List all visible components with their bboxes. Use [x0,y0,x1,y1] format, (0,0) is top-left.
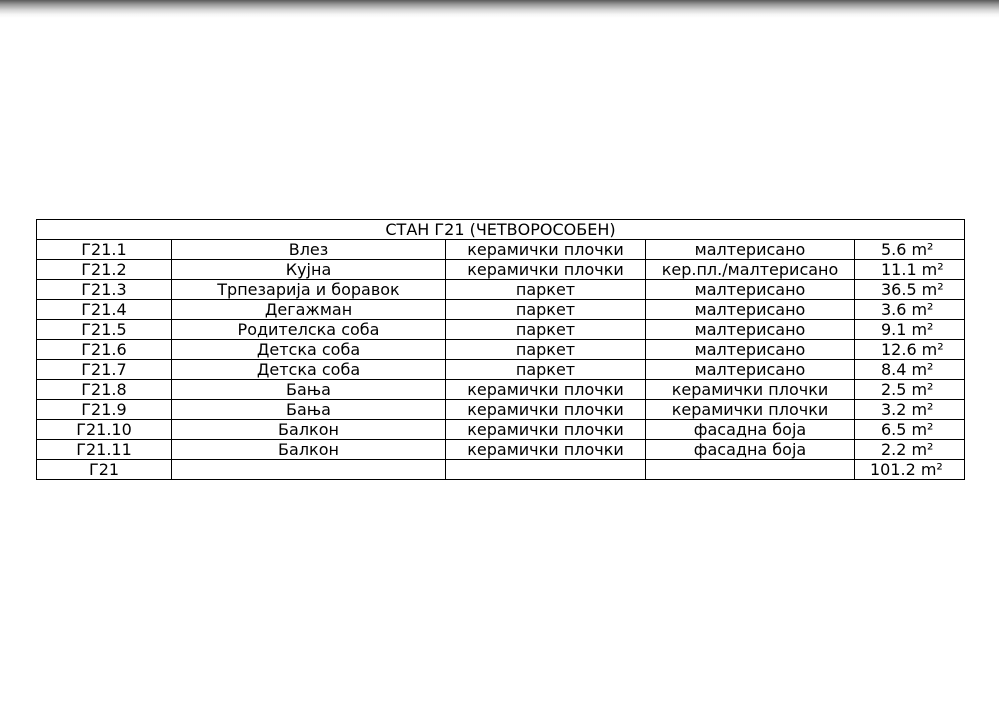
area-unit: m² [911,440,934,459]
area-cell [855,360,965,380]
table-row [37,260,965,280]
wall-finish-cell: малтерисано [646,280,855,300]
floor-finish-cell: паркет [446,340,646,360]
top-edge-shadow [0,0,999,18]
area-value: 2.2 [881,440,907,459]
table-row [37,440,965,460]
area-cell [855,300,965,320]
wall-finish-cell: малтерисано [646,360,855,380]
room-id-cell: Г21.4 [37,300,172,320]
floor-finish-cell: керамички плочки [446,400,646,420]
room-name-cell: Бања [172,400,446,420]
room-id-cell: Г21.9 [37,400,172,420]
area-value: 36.5 [881,280,917,299]
wall-finish-cell: малтерисано [646,300,855,320]
area-unit: m² [911,400,934,419]
room-name-cell: Влез [172,240,446,260]
wall-finish-cell: фасадна боја [646,420,855,440]
floor-finish-cell: керамички плочки [446,260,646,280]
table-title-row [37,220,965,240]
room-id-cell: Г21.1 [37,240,172,260]
wall-finish-cell: малтерисано [646,240,855,260]
area-value: 2.5 [881,380,907,399]
area-value: 8.4 [881,360,907,379]
floor-finish-cell: керамички плочки [446,240,646,260]
room-id-cell: Г21 [37,460,172,480]
room-id-cell: Г21.6 [37,340,172,360]
room-name-cell: Бања [172,380,446,400]
floor-finish-cell: паркет [446,320,646,340]
area-unit: m² [911,380,934,399]
room-name-cell: Балкон [172,440,446,460]
area-cell [855,280,965,300]
wall-finish-cell: керамички плочки [646,380,855,400]
area-cell [855,420,965,440]
table-row [37,420,965,440]
floor-finish-cell: керамички плочки [446,380,646,400]
area-unit: m² [920,460,943,479]
area-unit: m² [911,240,934,259]
table-row [37,280,965,300]
room-name-cell: Балкон [172,420,446,440]
area-cell [855,340,965,360]
table-body [37,220,965,480]
table-title: СТАН Г21 (ЧЕТВОРОСОБЕН) [37,220,965,240]
floor-finish-cell [446,460,646,480]
floor-finish-cell: керамички плочки [446,420,646,440]
wall-finish-cell: кер.пл./малтерисано [646,260,855,280]
area-cell [855,460,965,480]
wall-finish-cell [646,460,855,480]
room-name-cell: Детска соба [172,340,446,360]
area-cell [855,260,965,280]
area-unit: m² [921,340,944,359]
area-cell [855,380,965,400]
table-row [37,400,965,420]
floor-finish-cell: паркет [446,300,646,320]
room-id-cell: Г21.11 [37,440,172,460]
area-value: 5.6 [881,240,907,259]
area-value: 6.5 [881,420,907,439]
room-id-cell: Г21.7 [37,360,172,380]
table-row [37,320,965,340]
area-cell [855,240,965,260]
room-name-cell: Кујна [172,260,446,280]
floor-finish-cell: керамички плочки [446,440,646,460]
room-name-cell: Родителска соба [172,320,446,340]
wall-finish-cell: керамички плочки [646,400,855,420]
table-row [37,340,965,360]
table-row [37,360,965,380]
room-name-cell: Трпезарија и боравок [172,280,446,300]
room-id-cell: Г21.2 [37,260,172,280]
floor-finish-cell: паркет [446,280,646,300]
area-cell [855,440,965,460]
area-value: 11.1 [881,260,917,279]
room-id-cell: Г21.3 [37,280,172,300]
wall-finish-cell: фасадна боја [646,440,855,460]
area-cell [855,400,965,420]
room-name-cell [172,460,446,480]
area-value: 9.1 [881,320,907,339]
area-unit: m² [921,260,944,279]
room-name-cell: Детска соба [172,360,446,380]
wall-finish-cell: малтерисано [646,340,855,360]
wall-finish-cell: малтерисано [646,320,855,340]
table-total-row [37,460,965,480]
table-row [37,300,965,320]
area-cell [855,320,965,340]
area-value: 12.6 [881,340,917,359]
table-row [37,380,965,400]
area-unit: m² [921,280,944,299]
area-value: 3.6 [881,300,907,319]
area-unit: m² [911,360,934,379]
area-unit: m² [911,320,934,339]
room-id-cell: Г21.8 [37,380,172,400]
room-id-cell: Г21.10 [37,420,172,440]
area-unit: m² [911,420,934,439]
area-unit: m² [911,300,934,319]
area-value: 3.2 [881,400,907,419]
room-id-cell: Г21.5 [37,320,172,340]
apartment-spec-table [36,219,965,480]
floor-finish-cell: паркет [446,360,646,380]
room-name-cell: Дегажман [172,300,446,320]
area-value: 101.2 [870,460,916,479]
table-row [37,240,965,260]
